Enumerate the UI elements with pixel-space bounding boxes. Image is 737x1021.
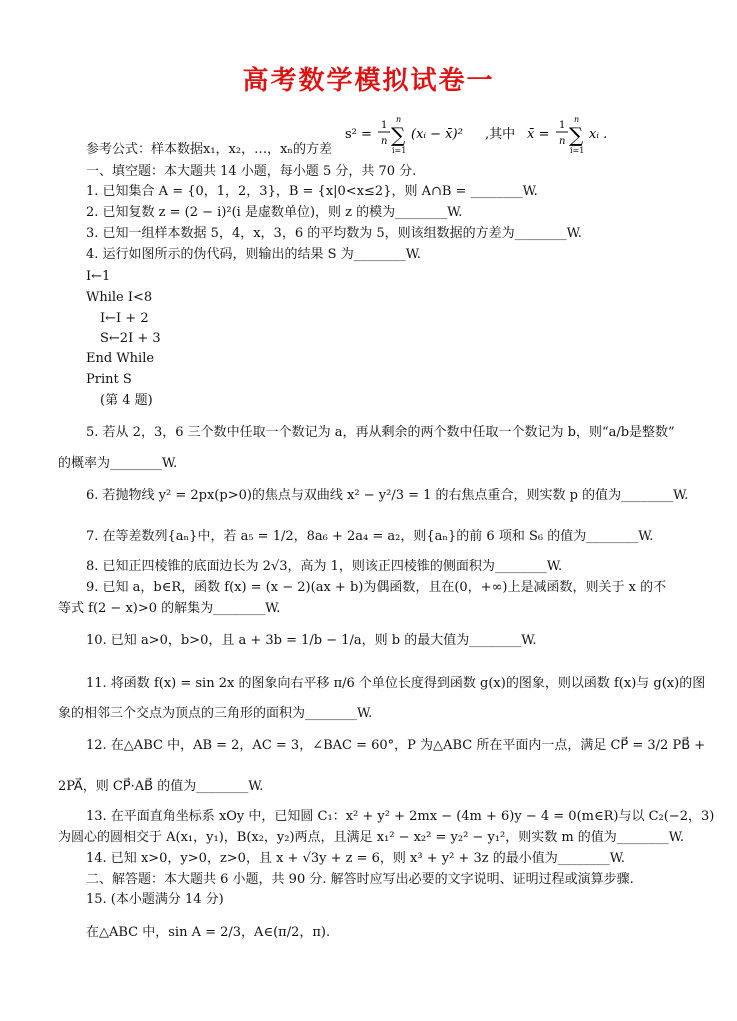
question-6: 6. 若抛物线 y² = 2px(p>0)的焦点与双曲线 x² − y²/3 = 1 的右焦点重合，则实数 p 的值为________W. — [86, 488, 689, 503]
formula-frac-den: n — [381, 136, 388, 147]
question-10: 10. 已知 a>0，b>0，且 a + 3b = 1/b − 1/a，则 b 的最大值为________W. — [86, 633, 537, 648]
question-13-cont: 为圆心的圆相交于 A(x₁，y₁)，B(x₂，y₂)两点，且满足 x₁² − x₂² = y₂² − y₁²，则实数 m 的值为________W. — [58, 830, 685, 845]
formula-frac-num: 1 — [381, 120, 388, 131]
formula-sigma-2: ∑ — [569, 123, 584, 147]
question-7: 7. 在等差数列{aₙ}中，若 a₅ = 1/2，8a₆ + 2a₄ = a₂，则{aₙ}的前 6 项和 S₆ 的值为________W. — [86, 529, 654, 544]
question-9: 9. 已知 a，b∈R，函数 f(x) = (x − 2)(ax + b)为偶函数，且在(0，+∞)上是减函数，则关于 x 的不 — [86, 580, 667, 595]
question-5: 5. 若从 2，3，6 三个数中任取一个数记为 a，再从剩余的两个数中任取一个数记为 b，则“a/b是整数” — [86, 425, 675, 440]
question-5-cont: 的概率为________W. — [58, 456, 178, 471]
formula-sigma: ∑ — [391, 123, 406, 147]
variance-formula — [345, 112, 675, 156]
page-title: 高考数学模拟试卷一 — [242, 66, 495, 96]
question-3: 3. 已知一组样本数据 5，4，x，3，6 的平均数为 5，则该组数据的方差为________W. — [86, 226, 582, 241]
pseudocode-line-2: While I<8 — [86, 290, 153, 305]
question-13: 13. 在平面直角坐标系 xOy 中，已知圆 C₁：x² + y² + 2mx − (4m + 6)y − 4 = 0(m∈R)与以 C₂(−2，3) — [86, 809, 715, 824]
formula-sum-top: n — [396, 115, 402, 124]
pseudocode-line-1: I←1 — [86, 269, 111, 284]
question-9-cont: 等式 f(2 − x)>0 的解集为________W. — [58, 601, 281, 616]
formula-mid: ,其中 — [485, 127, 516, 142]
reference-formula-label: 参考公式：样本数据x₁，x₂，…，xₙ的方差 — [86, 142, 333, 157]
section-answer-heading: 二、解答题：本大题共 6 小题，共 90 分. 解答时应写出必要的文字说明、证明过程或演算步骤. — [86, 872, 634, 887]
formula-sum-main: (xᵢ − x̄)² — [411, 127, 463, 142]
question-1: 1. 已知集合 A = {0，1，2，3}，B = {x|0<x≤2}，则 A∩B = ________W. — [86, 184, 538, 199]
pseudocode-line-5: End While — [86, 351, 155, 366]
section-fill-blank-heading: 一、填空题：本大题共 14 小题，每小题 5 分，共 70 分. — [86, 164, 417, 179]
question-15: 在△ABC 中，sin A = 2/3，A∈(π/2，π). — [86, 925, 331, 940]
question-15-heading: 15. (本小题满分 14 分) — [86, 892, 224, 907]
figure-caption-4: (第 4 题) — [100, 393, 153, 408]
formula-sum-bot-2: i=1 — [570, 146, 585, 155]
question-2: 2. 已知复数 z = (2 − i)²(i 是虚数单位)，则 z 的模为________W. — [86, 205, 463, 220]
question-11: 11. 将函数 f(x) = sin 2x 的图象向右平移 π/6 个单位长度得到函数 g(x)的图象，则以函数 f(x)与 g(x)的图 — [86, 676, 706, 691]
formula-sum-top-2: n — [574, 115, 580, 124]
question-8: 8. 已知正四棱锥的底面边长为 2√3，高为 1，则该正四棱锥的侧面积为________W. — [86, 559, 563, 574]
question-11-cont: 象的相邻三个交点为顶点的三角形的面积为________W. — [58, 706, 373, 721]
pseudocode-line-6: Print S — [86, 372, 132, 387]
pseudocode-line-4: S←2I + 3 — [100, 331, 161, 346]
question-4: 4. 运行如图所示的伪代码，则输出的结果 S 为________W. — [86, 247, 421, 262]
formula-sum-bot: i=1 — [392, 146, 407, 155]
formula-sum-tail: xᵢ . — [589, 127, 608, 142]
question-14: 14. 已知 x>0，y>0，z>0，且 x + √3y + z = 6，则 x³ + y² + 3z 的最小值为________W. — [86, 851, 625, 866]
variance-formula-graphic — [345, 112, 675, 156]
question-12: 12. 在△ABC 中，AB = 2，AC = 3，∠BAC = 60°，P 为△ABC 所在平面内一点，满足 CP⃗ = 3/2 PB⃗ + — [86, 738, 706, 753]
formula-frac-num-2: 1 — [559, 120, 566, 131]
formula-xbar-eq: x̄ = — [527, 127, 550, 142]
formula-frac-den-2: n — [559, 136, 566, 147]
question-12-cont: 2PA⃗，则 CP⃗·AB⃗ 的值为________W. — [58, 779, 264, 794]
pseudocode-line-3: I←I + 2 — [100, 311, 149, 326]
formula-prefix: s² = — [345, 127, 372, 142]
